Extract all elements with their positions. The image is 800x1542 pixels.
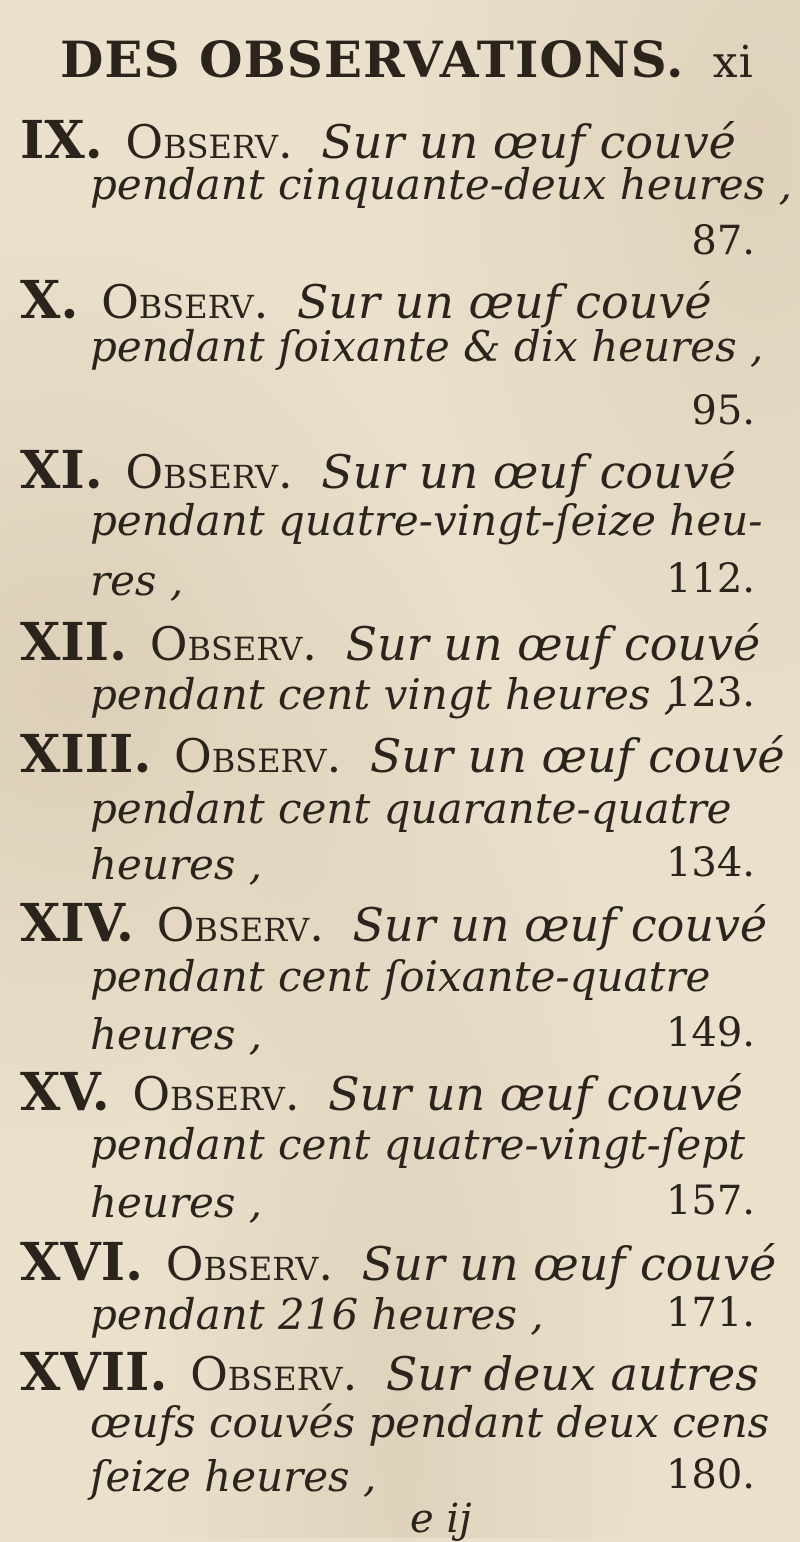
entry-description: Sur un œuf couvé [321,445,736,499]
entry-description: Sur un œuf couvé [352,898,768,952]
entry-number: XII. [20,612,128,673]
entry-heading [20,1342,759,1403]
entry-heading [20,724,785,785]
entry-description: Sur deux autres [385,1347,759,1401]
entry-page: 134. [665,840,755,886]
entry-number: XIII. [20,724,152,785]
entry-continuation: res , [90,556,184,605]
entry-heading [20,612,760,673]
entry-heading [20,1062,743,1123]
entry-continuation: œufs couvés pendant deux cens [90,1398,770,1447]
entry-number: XVII. [20,1342,168,1403]
entry-continuation: heures , [90,840,263,889]
entry-heading [20,1232,776,1293]
entry-number: IX. [20,110,103,171]
entry-observ: Observ. [156,898,324,952]
entry-observ: Observ. [132,1067,300,1121]
entry-number: XIV. [20,893,135,954]
entry-description: Sur un œuf couvé [296,275,712,329]
entry-observ: Observ. [125,115,293,169]
entry-continuation: pendant cent quarante-quatre [90,784,732,833]
entry-continuation: pendant cent quatre-vingt-ſept [90,1120,745,1169]
entry-description: Sur un œuf couvé [369,729,785,783]
entry-page: 95. [691,388,755,434]
entry-observ: Observ. [149,617,317,671]
entry-observ: Observ. [101,275,269,329]
entry-description: Sur un œuf couvé [345,617,761,671]
entry-observ: Observ. [165,1237,333,1291]
entry-number: XVI. [20,1232,144,1293]
entry-continuation: pendant 216 heures , [90,1290,544,1339]
entry-heading [20,893,767,954]
entry-continuation: pendant cinquante-deux heures , [90,160,792,209]
entry-number: XI. [20,440,103,501]
entry-continuation: pendant quatre-vingt-ſeize heu- [90,496,763,545]
header-title: DES OBSERVATIONS. [60,30,685,89]
entry-continuation: heures , [90,1178,263,1227]
entry-page: 180. [665,1452,755,1498]
entry-number: X. [20,270,79,331]
entry-page: 112. [665,556,755,602]
entry-number: XV. [20,1062,110,1123]
entry-observ: Observ. [190,1347,358,1401]
entry-page: 157. [665,1178,755,1224]
entry-observ: Observ. [125,445,293,499]
entry-continuation: pendant ſoixante & dix heures , [90,322,764,371]
entry-page: 149. [665,1010,755,1056]
entry-page: 171. [665,1290,755,1336]
entry-page: 123. [665,670,755,716]
entry-observ: Observ. [174,729,342,783]
entry-continuation: ſeize heures , [90,1452,377,1501]
folio: xi [712,37,754,88]
running-header [60,30,760,89]
entry-page: 87. [691,218,755,264]
entry-continuation: heures , [90,1010,263,1059]
entry-continuation: pendant cent vingt heures , [90,670,678,719]
signature-mark: e ij [410,1496,472,1542]
entry-description: Sur un œuf couvé [321,115,736,169]
entry-heading [20,440,736,501]
entry-continuation: pendant cent ſoixante-quatre [90,952,711,1001]
entry-description: Sur un œuf couvé [361,1237,777,1291]
entry-description: Sur un œuf couvé [328,1067,743,1121]
